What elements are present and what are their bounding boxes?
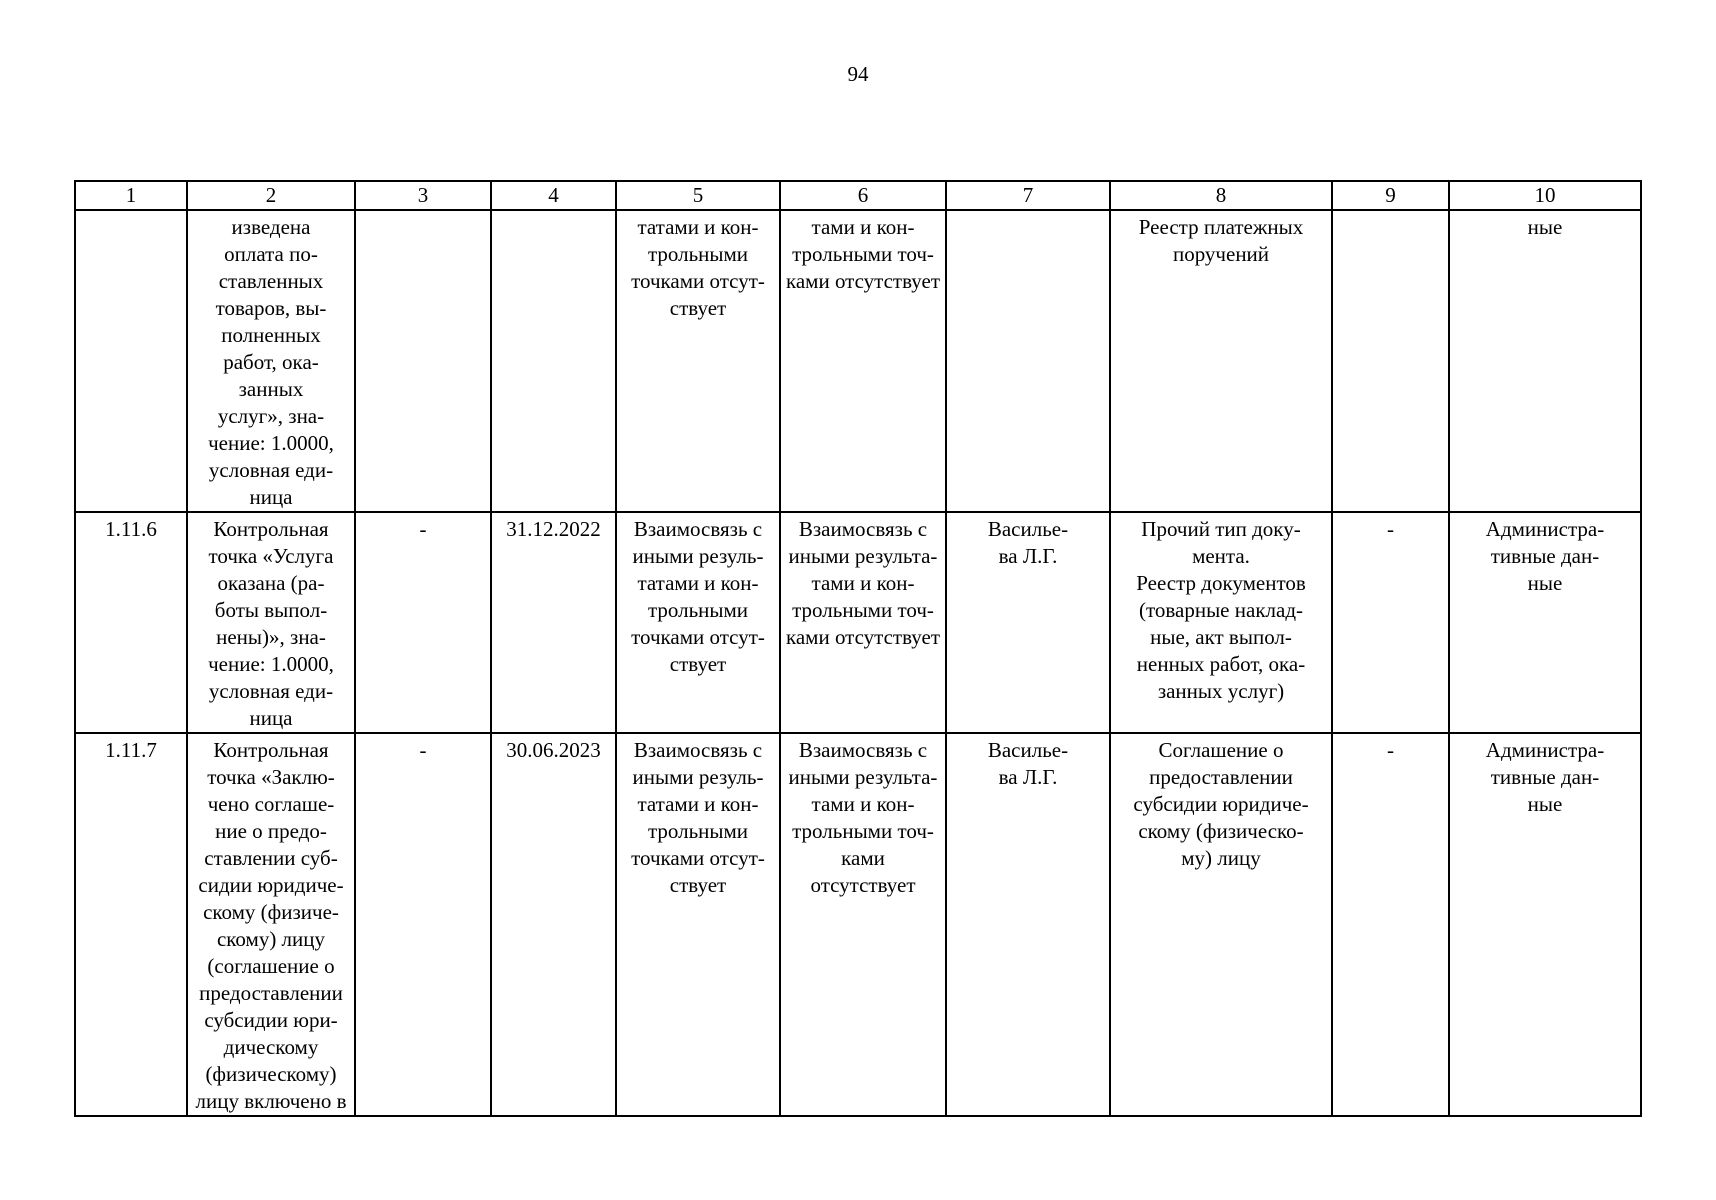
table-cell: - <box>355 512 491 733</box>
column-header: 3 <box>355 181 491 210</box>
document-type-cell: Прочий тип доку- мента. Реестр документов (товарные наклад- ные, акт выпол- ненных работ, ока- занных услуг) <box>1110 512 1332 733</box>
table-header-row <box>75 181 1641 210</box>
table-cell: Взаимосвязь с иными резуль- татами и кон- трольными точками отсут- ствует <box>616 733 780 1116</box>
table-cell: Взаимосвязь с иными результа- тами и кон- трольными точ- ками отсутствует <box>780 512 946 733</box>
checkpoint-name-cell: Контрольная точка «Услуга оказана (ра- боты выпол- нены)», зна- чение: 1.0000, условная еди- ница <box>187 512 355 733</box>
document-table <box>74 180 1642 1117</box>
data-source-cell: Администра- тивные дан- ные <box>1449 733 1641 1116</box>
table-cell <box>355 210 491 512</box>
table-cell: тами и кон- трольными точ- ками отсутствует <box>780 210 946 512</box>
document-type-cell: Соглашение о предоставлении субсидии юридиче- скому (физическо- му) лицу <box>1110 733 1332 1116</box>
table-cell: Взаимосвязь с иными результа- тами и кон- трольными точ- ками отсутствует <box>780 733 946 1116</box>
date-cell <box>491 210 616 512</box>
table-cell: - <box>1332 512 1449 733</box>
document-type-cell: Реестр платежных поручений <box>1110 210 1332 512</box>
column-header: 7 <box>946 181 1110 210</box>
table-row <box>75 512 1641 733</box>
table-cell: татами и кон- трольными точками отсут- ствует <box>616 210 780 512</box>
table-row <box>75 210 1641 512</box>
table-cell <box>1332 210 1449 512</box>
row-number-cell: 1.11.6 <box>75 512 187 733</box>
data-source-cell: ные <box>1449 210 1641 512</box>
column-header: 10 <box>1449 181 1641 210</box>
table-cell: Взаимосвязь с иными резуль- татами и кон- трольными точками отсут- ствует <box>616 512 780 733</box>
table-cell: - <box>1332 733 1449 1116</box>
checkpoint-name-cell: изведена оплата по- ставленных товаров, вы- полненных работ, ока- занных услуг», зна- чение: 1.0000, условная еди- ница <box>187 210 355 512</box>
column-header: 4 <box>491 181 616 210</box>
date-cell: 31.12.2022 <box>491 512 616 733</box>
row-number-cell <box>75 210 187 512</box>
table-row <box>75 733 1641 1116</box>
date-cell: 30.06.2023 <box>491 733 616 1116</box>
table-cell: - <box>355 733 491 1116</box>
responsible-cell: Василье- ва Л.Г. <box>946 512 1110 733</box>
column-header: 8 <box>1110 181 1332 210</box>
column-header: 1 <box>75 181 187 210</box>
responsible-cell: Василье- ва Л.Г. <box>946 733 1110 1116</box>
data-source-cell: Администра- тивные дан- ные <box>1449 512 1641 733</box>
column-header: 2 <box>187 181 355 210</box>
responsible-cell <box>946 210 1110 512</box>
column-header: 6 <box>780 181 946 210</box>
page-number: 94 <box>847 62 869 86</box>
checkpoint-name-cell: Контрольная точка «Заклю- чено соглаше- ние о предо- ставлении суб- сидии юридиче- скому (физиче- скому) лицу (соглашение о предоставлении субсидии юри- дическому (физическому) лицу включено в <box>187 733 355 1116</box>
column-header: 9 <box>1332 181 1449 210</box>
row-number-cell: 1.11.7 <box>75 733 187 1116</box>
column-header: 5 <box>616 181 780 210</box>
